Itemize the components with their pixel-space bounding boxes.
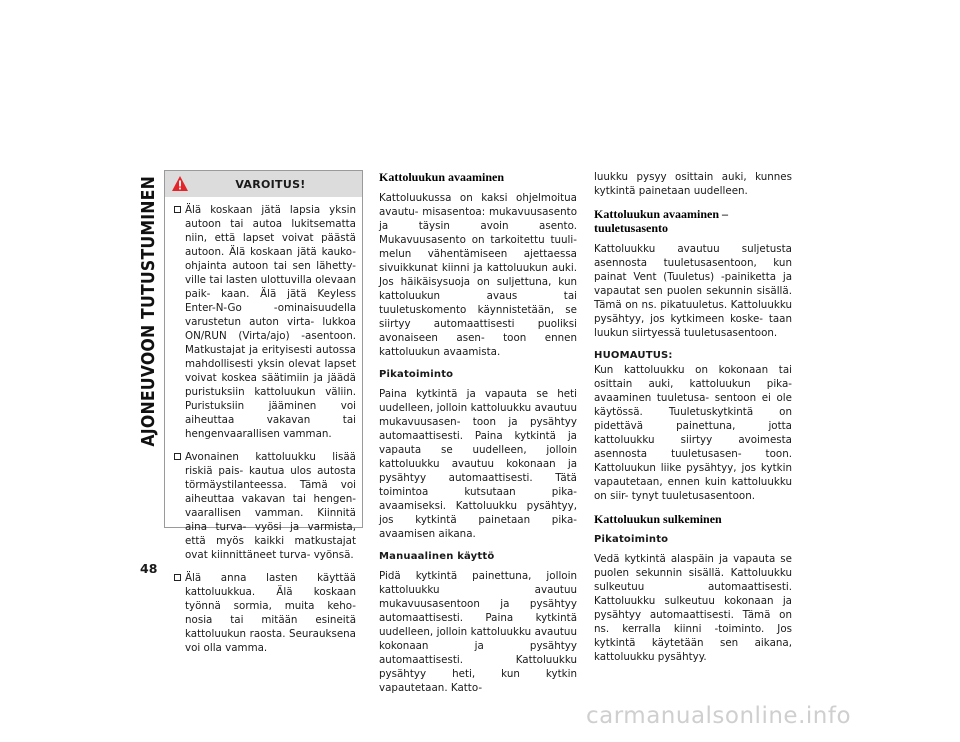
express-paragraph: Paina kytkintä ja vapauta se heti uudelleen, jolloin kattoluukku avautuu mukavuusasen- toon ja pysähtyy automaattisesti. Paina kytkintä ja vapauta se uudelleen, jolloin kattoluukku avautuu kokonaan ja pysähtyy automaattisesti. Tätä toimintoa kutsutaan pika-avaamiseksi. Kattoluukku pysähtyy, jos kytkintä painetaan pika-avaamisen aikana. [379,388,577,540]
subheading-express: Pikatoiminto [379,369,454,380]
warning-list [165,197,362,655]
warning-item-text: Älä koskaan jätä lapsia yksin autoon tai autoa lukitsematta niin, että lapset voivat päästä autoon. Älä koskaan jätä kauko-ohjainta autoon tai sen lähetty- ville tai lasten ulottuvilla olevaan paik- kaan. Älä jätä Keyless Enter-N-Go -ominaisuudella varustetun auton virta- lukkoa ON/RUN (Virta/ajo) -asentoon. Matkustajat ja erityisesti autossa mahdollisesti yksin olevat lapset voivat koskea säätimiin ja jäädä puristuksiin kattoluukun väliin. Puristuksiin jääminen voi aiheuttaa vakavan tai hengenvaarallisen vamman. [185,204,356,440]
manual-paragraph: Pidä kytkintä painettuna, jolloin kattoluukku avautuu mukavuusasentoon ja pysähtyy automaattisesti. Paina kytkintä uudelleen, jolloin kattoluukku avautuu kokonaan ja pysähtyy automaattisesti. Kattoluukku pysähtyy heti, kun kytkin vapautetaan. Katto- [379,570,577,694]
watermark: carmanualsonline.info [586,703,852,729]
square-bullet-icon [174,206,181,213]
heading-sunroof-open: Kattoluukun avaaminen [379,170,505,184]
subheading-express-close: Pikatoiminto [594,534,669,545]
note-label: HUOMAUTUS: [594,350,673,361]
continuation-paragraph: luukku pysyy osittain auki, kunnes kytkintä painetaan uudelleen. [594,171,792,197]
warning-title: VAROITUS! [235,178,306,191]
warning-box [164,170,363,654]
vent-paragraph: Kattoluukku avautuu suljetusta asennosta tuuletusasentoon, kun painat Vent (Tuuletus) -painiketta ja vapautat sen puolen sekunnin sisällä. Tämä on ns. pikatuuletus. Kattoluukku pysähtyy, jos kytkimeen koske- taan luukun siirtyessä tuuletusasentoon. [594,243,792,339]
section-title: AJONEUVOON TUTUSTUMINEN [139,176,159,447]
heading-vent: Kattoluukun avaaminen – tuuletusasento [594,207,729,235]
intro-paragraph: Kattoluukussa on kaksi ohjelmoitua avautu- misasentoa: mukavuusasento ja täysin avoin asento. Mukavuusasento on tarkoitettu tuuli- melun vähentämiseen ajettaessa sivuikkunat kiinni ja kattoluukun auki. Jos häikäisysuoja on suljettuna, kun kattoluukun avaus tai tuuletuskomento käynnistetään, se siirtyy automaattisesti puoliksi avonaiseen asen- toon ennen kattoluukun avaamista. [379,192,577,358]
warning-item [174,203,356,441]
close-paragraph: Vedä kytkintä alaspäin ja vapauta se puolen sekunnin sisällä. Kattoluukku sulkeutuu automaattisesti. Kattoluukku sulkeutuu kokonaan ja pysähtyy automaattisesti. Tämä on ns. kerralla kiinni -toiminto. Jos kytkintä käytetään sen aikana, kattoluukku pysähtyy. [594,553,792,663]
square-bullet-icon [174,574,181,581]
note-paragraph: Kun kattoluukku on kokonaan tai osittain auki, kattoluukun pika-avaaminen tuuletusa- sentoon ei ole käytössä. Tuuletuskytkintä on pidettävä painettuna, jotta kattoluukku siirtyy avoimesta asennosta tuuletusasen- toon. Kattoluukun liike pysähtyy, jos kytkin vapautetaan, ennen kuin kattoluukku on siir- tynyt tuuletusasentoon. [594,364,792,502]
section-title-vertical [137,176,163,556]
right-column [594,170,792,673]
page-number: 48 [140,561,158,576]
warning-header [165,171,362,197]
middle-column [379,170,577,704]
square-bullet-icon [174,453,181,460]
warning-item-text: Avonainen kattoluukku lisää riskiä pais- kautua ulos autosta törmäystilanteessa. Tämä voi aiheuttaa vakavan tai hengen- vaarallisen vamman. Kiinnitä aina turva- vyösi ja varmista, että myös kaikki matkustajat ovat kiinnittäneet turva- vyönsä. [185,451,356,561]
warning-item [174,450,356,562]
warning-item [174,571,356,655]
warning-item-text: Älä anna lasten käyttää kattoluukkua. Älä koskaan työnnä sormia, muita keho- nosia tai mitään esineitä kattoluukun raosta. Seurauksena voi olla vamma. [185,572,356,654]
subheading-manual: Manuaalinen käyttö [379,551,495,562]
heading-close: Kattoluukun sulkeminen [594,512,722,526]
